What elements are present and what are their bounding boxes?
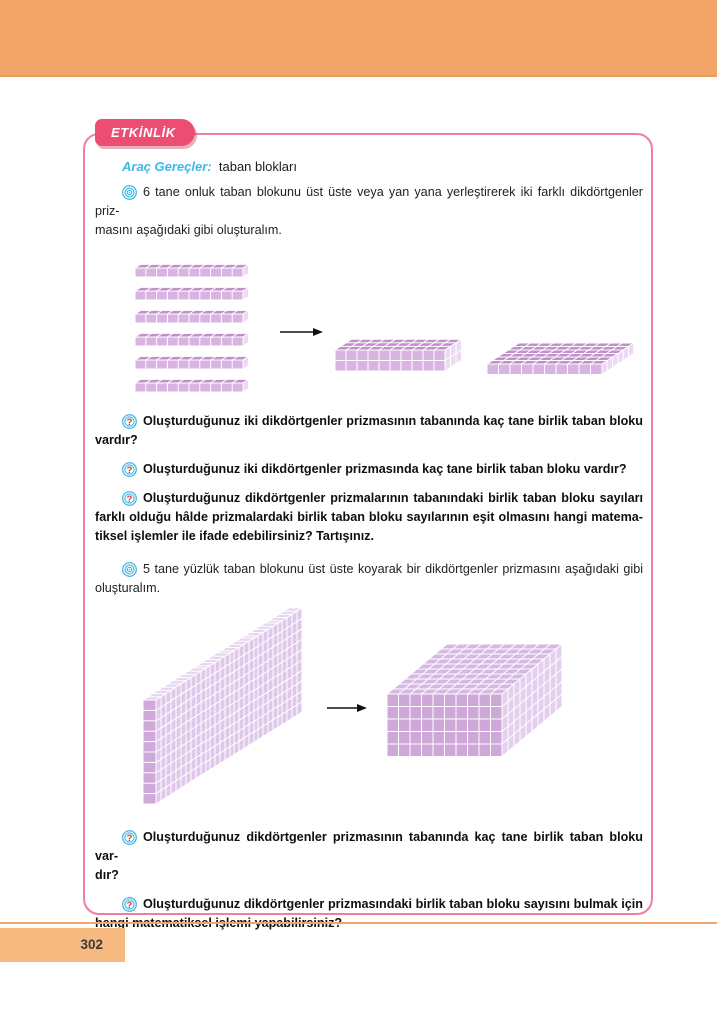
page-number: 302 <box>80 937 103 952</box>
paragraph-lines <box>95 460 643 479</box>
svg-text:?: ? <box>126 416 133 427</box>
materials-label: Araç Gereçler: <box>122 159 212 174</box>
text-line: dır? <box>95 868 119 882</box>
svg-text:?: ? <box>126 464 133 475</box>
question-icon <box>121 490 138 507</box>
materials-line <box>95 159 643 174</box>
svg-text:?: ? <box>126 899 133 910</box>
instruction-paragraph <box>95 183 643 240</box>
question-icon <box>121 461 138 478</box>
paragraph-lines <box>95 560 643 598</box>
spiral-icon <box>121 561 138 578</box>
question-icon <box>121 829 138 846</box>
text-line: masını aşağıdaki gibi oluşturalım. <box>95 223 282 237</box>
instruction-paragraph <box>95 560 643 598</box>
activity-badge <box>95 119 195 146</box>
paragraph-lines <box>95 895 643 933</box>
figure-rods-and-prisms-svg <box>95 252 643 402</box>
text-line: tiksel işlemler ile ifade edebilirsiniz? Tartışınız. <box>95 529 375 543</box>
header-bar <box>0 0 717 77</box>
figure-rods-and-prisms <box>95 252 643 402</box>
question-paragraph <box>95 460 643 479</box>
question-icon <box>121 413 138 430</box>
question-icon <box>121 896 138 913</box>
figure-flats-and-prism-svg <box>95 606 643 818</box>
activity-box <box>83 125 653 915</box>
activity-badge-label: ETKİNLİK <box>111 125 176 140</box>
question-paragraph <box>95 489 643 546</box>
paragraph-lines <box>95 489 643 546</box>
text-line: farklı olduğu hâlde prizmalardaki birlik taban bloku sayılarının eşit olmasını hangi matema- <box>95 510 643 524</box>
paragraph-lines <box>95 183 643 240</box>
svg-text:?: ? <box>126 493 133 504</box>
text-line: Oluşturduğunuz dikdörtgenler prizmalarının tabanındaki birlik taban bloku sayıları <box>143 491 643 505</box>
text-line: 6 tane onluk taban blokunu üst üste veya yan yana yerleştirerek iki farklı dikdörtgenler priz- <box>95 185 643 218</box>
figure-flats-and-prism <box>95 606 643 818</box>
page-number-tab <box>0 928 125 962</box>
svg-text:?: ? <box>126 832 133 843</box>
text-line: Oluşturduğunuz iki dikdörtgenler prizmasında kaç tane birlik taban bloku vardır? <box>143 462 627 476</box>
question-paragraph <box>95 412 643 450</box>
text-line: Oluşturduğunuz dikdörtgenler prizmasının tabanında kaç tane birlik taban bloku var- <box>95 830 643 863</box>
text-line: 5 tane yüzlük taban blokunu üst üste koyarak bir dikdörtgenler prizmasını aşağıdaki gibi <box>143 562 643 576</box>
spiral-icon <box>121 184 138 201</box>
text-line: vardır? <box>95 433 138 447</box>
question-paragraph <box>95 828 643 885</box>
question-paragraph <box>95 895 643 933</box>
text-line: Oluşturduğunuz dikdörtgenler prizmasındaki birlik taban bloku sayısını bulmak için <box>143 897 643 911</box>
materials-value: taban blokları <box>218 159 297 174</box>
text-line: oluşturalım. <box>95 581 161 595</box>
text-line: Oluşturduğunuz iki dikdörtgenler prizmasının tabanında kaç tane birlik taban bloku <box>143 414 643 428</box>
paragraph-lines <box>95 828 643 885</box>
footer-rule <box>0 922 717 924</box>
paragraph-lines <box>95 412 643 450</box>
